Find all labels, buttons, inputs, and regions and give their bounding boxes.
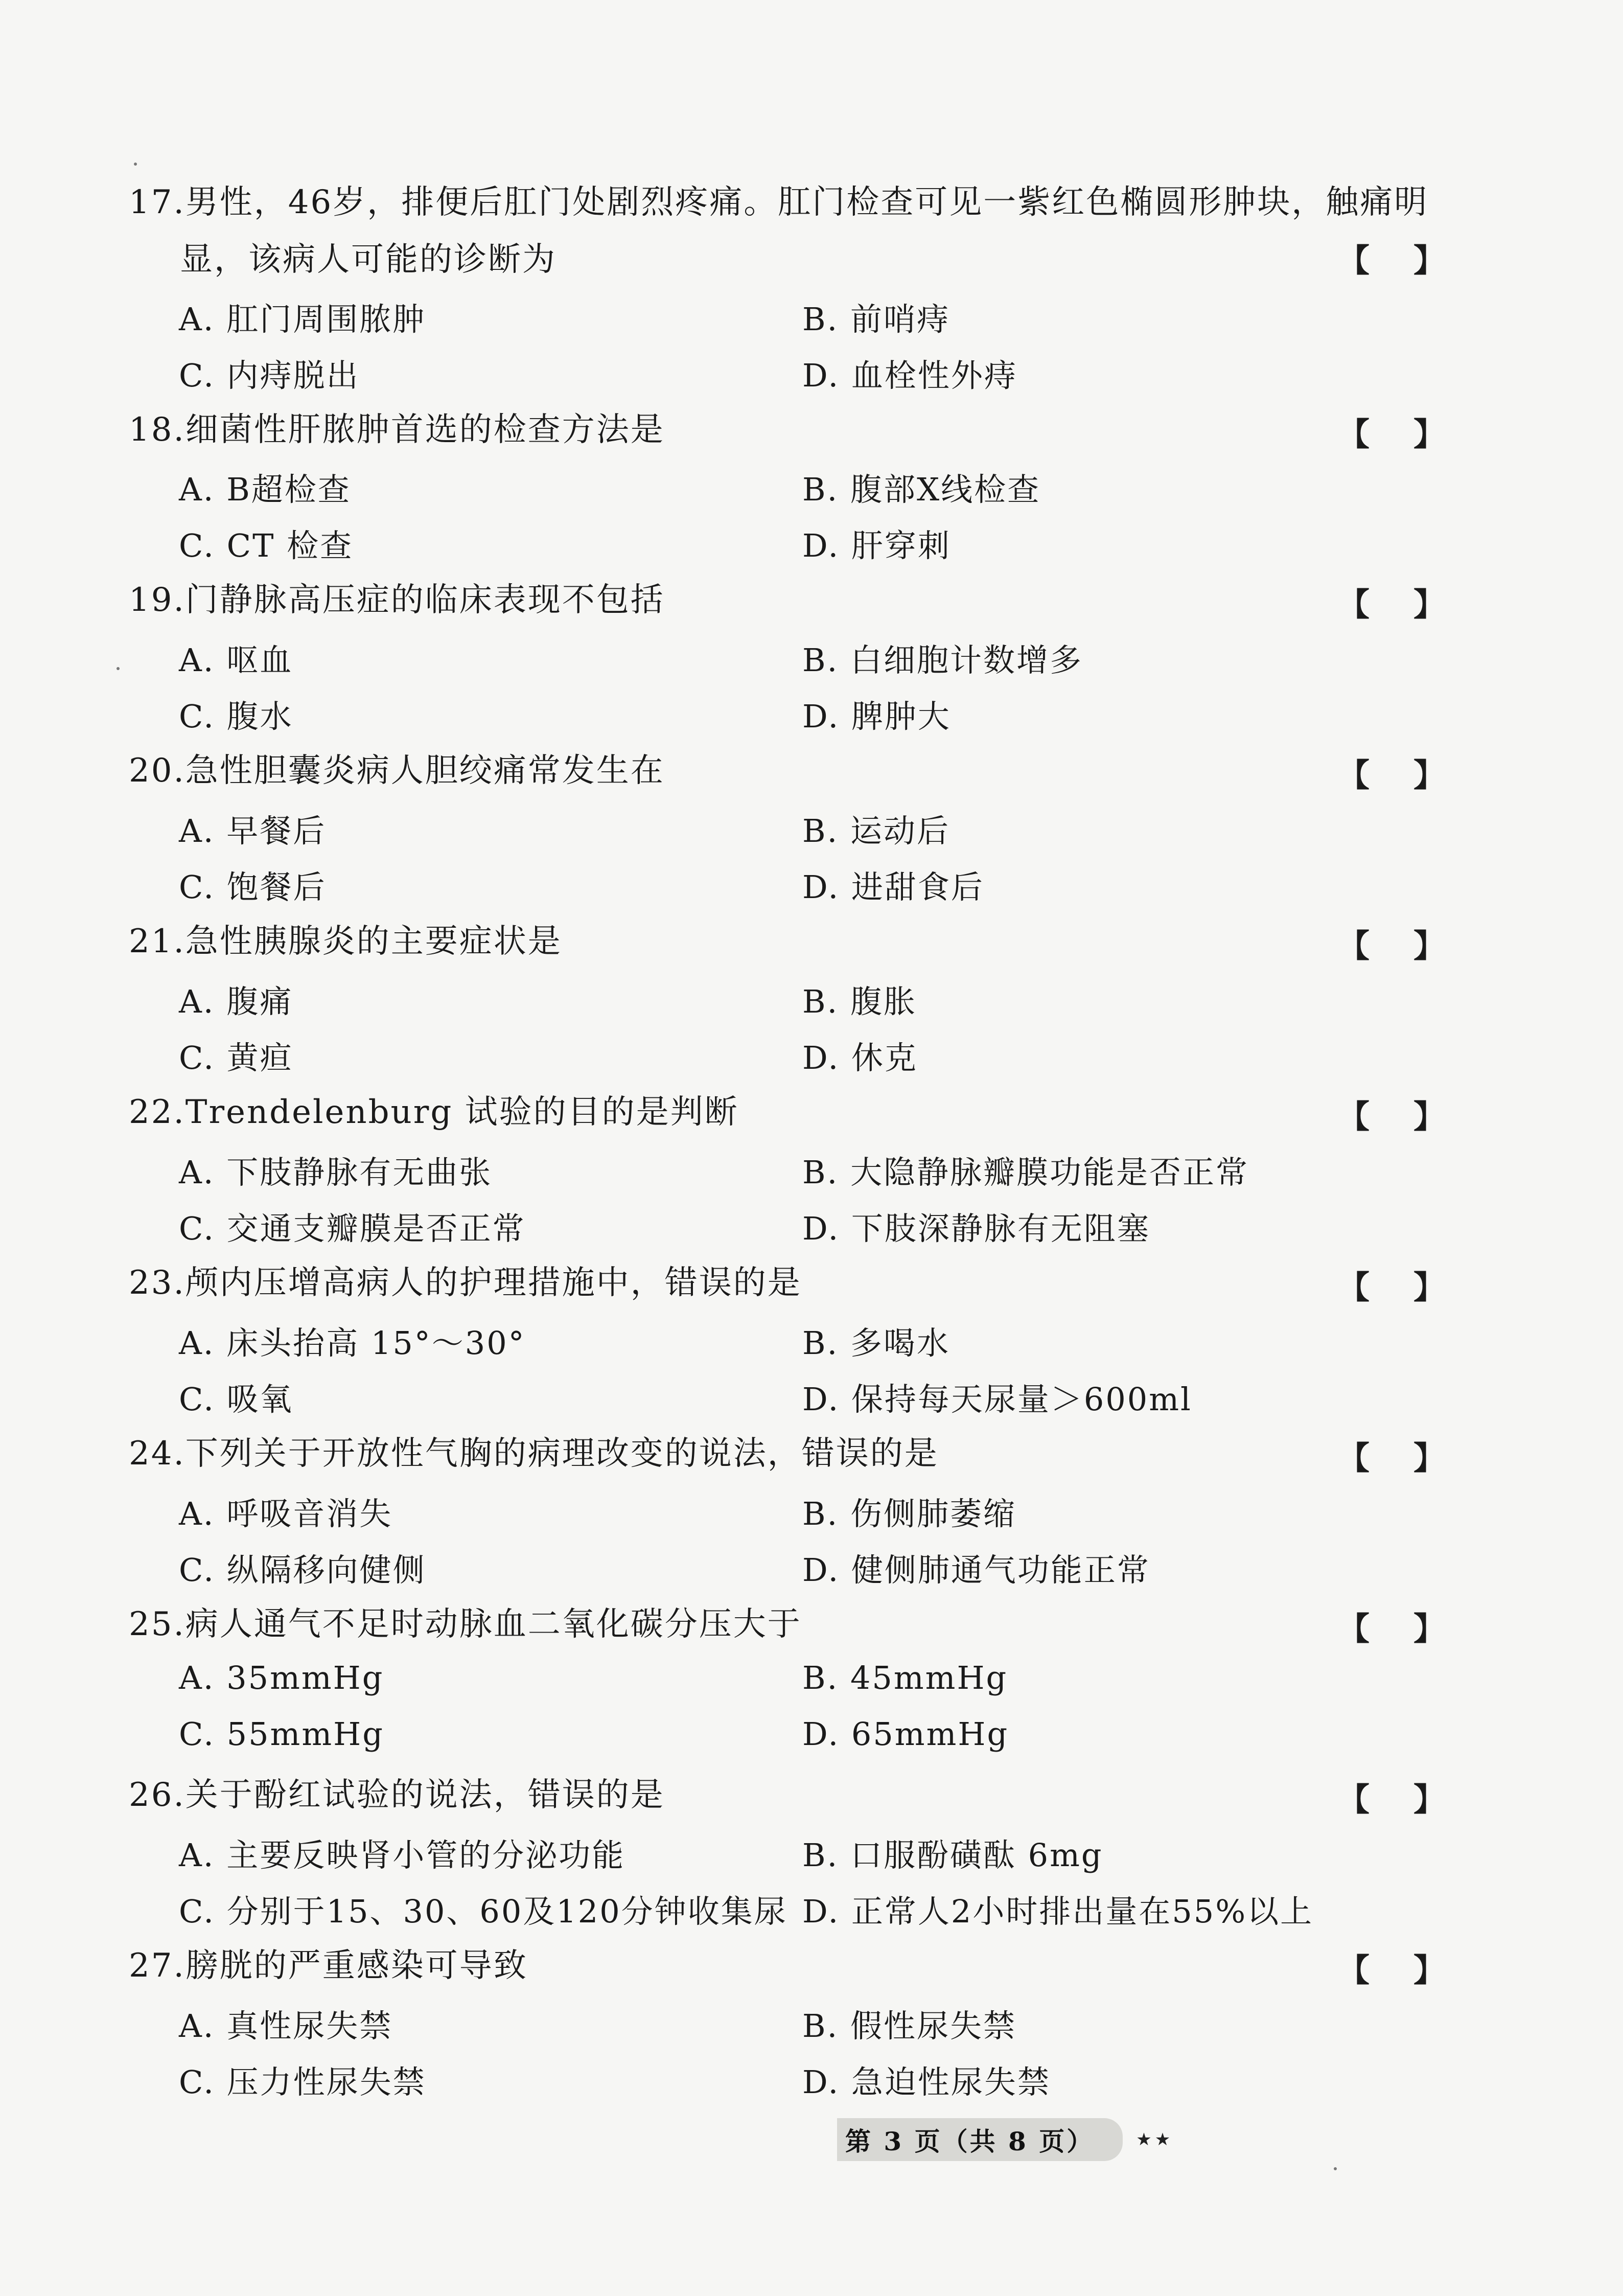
option-c: C. 纵隔移向健侧 [179,1551,426,1589]
question-stem: 23.颅内压增高病人的护理措施中，错误的是 [129,1264,802,1302]
question-stem: 18.细菌性肝脓肿首选的检查方法是 [129,411,665,449]
option-d: D. 脾肿大 [802,698,951,735]
answer-bracket: 【 】 [1338,756,1445,794]
answer-bracket: 【 】 [1338,586,1445,623]
option-a: A. 呕血 [179,641,293,679]
question-stem: 24.下列关于开放性气胸的病理改变的说法，错误的是 [129,1435,939,1473]
answer-bracket: 【 】 [1338,1781,1445,1818]
star-mark-icon: ★★ [1136,2129,1174,2150]
question-stem: 26.关于酚红试验的说法，错误的是 [129,1776,665,1814]
option-b: B. 白细胞计数增多 [802,641,1083,679]
option-a: A. 呼吸音消失 [179,1495,393,1532]
option-d: D. 保持每天尿量＞600ml [802,1381,1192,1418]
option-d: D. 休克 [802,1039,918,1076]
question-stem: 20.急性胆囊炎病人胆绞痛常发生在 [129,752,665,790]
option-b: B. 前哨痔 [802,301,950,338]
option-d: D. 血栓性外痔 [802,357,1017,394]
question-stem: 17.男性，46岁，排便后肛门处剧烈疼痛。肛门检查可见一紫红色椭圆形肿块，触痛明显，该病人可能的诊断为 [129,183,1429,279]
answer-bracket: 【 】 [1338,927,1445,965]
option-b: B. 腹胀 [802,983,917,1020]
option-a: A. B超检查 [179,471,351,508]
answer-bracket: 【 】 [1338,242,1445,279]
option-c: C. 饱餐后 [179,868,327,906]
option-d: D. 下肢深静脉有无阻塞 [802,1210,1150,1247]
option-a: A. 床头抬高 15°～30° [179,1324,526,1362]
question-stem: 19.门静脉高压症的临床表现不包括 [129,581,665,619]
question-stem: 21.急性胰腺炎的主要症状是 [129,923,562,960]
option-c: C. 吸氧 [179,1381,293,1418]
option-a: A. 腹痛 [179,983,293,1020]
answer-bracket: 【 】 [1338,1610,1445,1647]
question-stem: 22.Trendelenburg 试验的目的是判断 [129,1093,739,1131]
option-b: B. 45mmHg [802,1659,1008,1696]
page-footer [837,2121,1173,2158]
option-d: D. 急迫性尿失禁 [802,2063,1051,2101]
question-stem: 25.病人通气不足时动脉血二氧化碳分压大于 [129,1605,802,1643]
option-b: B. 运动后 [802,812,950,849]
option-b: B. 伤侧肺萎缩 [802,1495,1016,1532]
scan-speck [117,667,120,670]
option-c: C. 腹水 [179,698,293,735]
option-a: A. 早餐后 [179,812,327,849]
option-c: C. 内痔脱出 [179,357,360,394]
scan-speck [1334,2167,1337,2170]
option-d: D. 65mmHg [802,1715,1009,1753]
option-a: A. 肛门周围脓肿 [179,301,426,338]
option-d: D. 健侧肺通气功能正常 [802,1551,1150,1589]
question-stem: 27.膀胱的严重感染可导致 [129,1947,528,1985]
option-b: B. 口服酚磺酞 6mg [802,1836,1103,1874]
option-d: D. 肝穿刺 [802,527,951,564]
option-b: B. 假性尿失禁 [802,2007,1016,2045]
answer-bracket: 【 】 [1338,1951,1445,1989]
answer-bracket: 【 】 [1338,1439,1445,1477]
option-a: A. 主要反映肾小管的分泌功能 [179,1836,625,1874]
answer-bracket: 【 】 [1338,1098,1445,1135]
option-c: C. CT 检查 [179,527,354,564]
option-c: C. 压力性尿失禁 [179,2063,426,2101]
answer-bracket: 【 】 [1338,1269,1445,1306]
option-d: D. 进甜食后 [802,868,984,906]
option-c: C. 黄疸 [179,1039,293,1076]
option-b: B. 大隐静脉瓣膜功能是否正常 [802,1154,1249,1191]
answer-bracket: 【 】 [1338,416,1445,453]
option-d: D. 正常人2小时排出量在55%以上 [802,1893,1314,1930]
option-c: C. 55mmHg [179,1715,384,1753]
page-number: 第 3 页（共 8 页） [837,2118,1123,2161]
option-a: A. 下肢静脉有无曲张 [179,1154,493,1191]
option-b: B. 多喝水 [802,1324,950,1362]
option-c: C. 分别于15、30、60及120分钟收集尿 [179,1893,787,1930]
option-a: A. 35mmHg [179,1659,384,1696]
option-c: C. 交通支瓣膜是否正常 [179,1210,526,1247]
option-a: A. 真性尿失禁 [179,2007,393,2045]
scan-speck [134,163,137,166]
option-b: B. 腹部X线检查 [802,471,1041,508]
